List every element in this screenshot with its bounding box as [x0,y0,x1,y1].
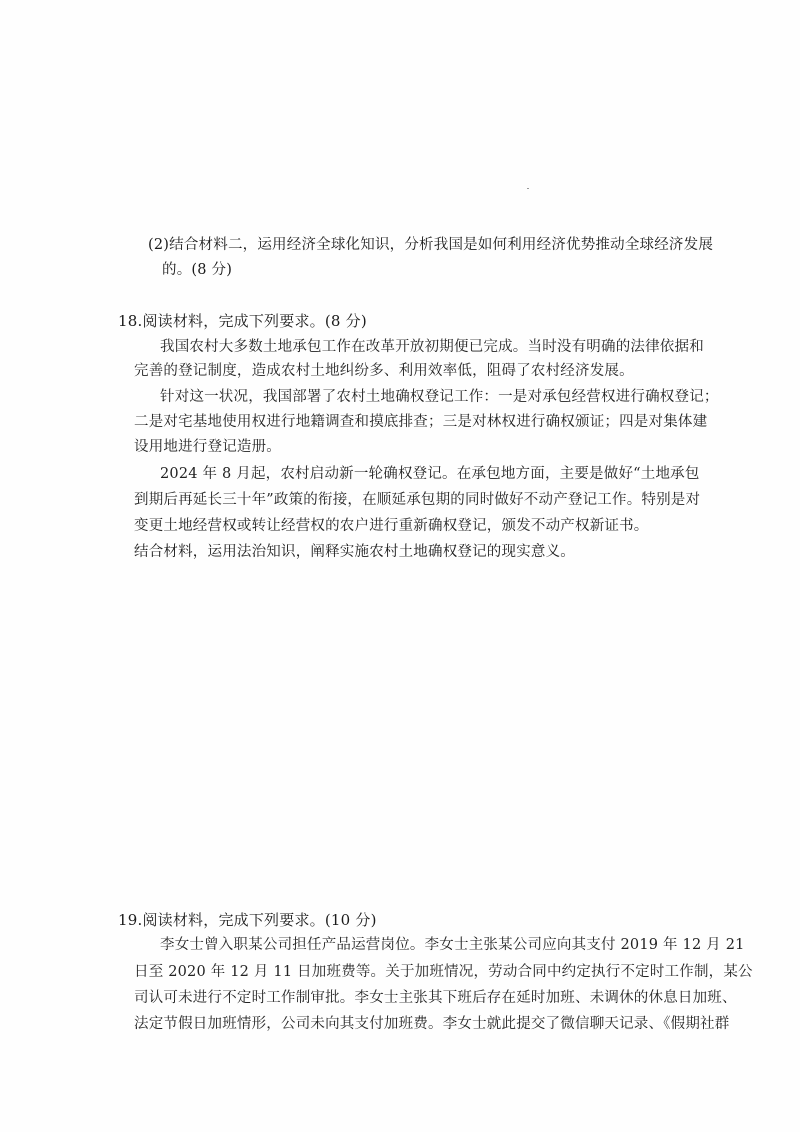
q18-material-p1-line2: 完善的登记制度，造成农村土地纠纷多、利用效率低，阻碍了农村经济发展。 [134,363,634,379]
q18-material-p2-line3: 设用地进行登记造册。 [134,439,281,455]
q18-title: 18.阅读材料，完成下列要求。(8 分) [118,312,367,330]
q18-material-p3-line1: 2024 年 8 月起，农村启动新一轮确权登记。在承包地方面，主要是做好“土地承包 [160,466,700,482]
q17-part2-line1: (2)结合材料二，运用经济全球化知识，分析我国是如何利用经济优势推动全球经济发展 [148,237,714,253]
q19-material-line2: 日至 2020 年 12 月 11 日加班费等。关于加班情况，劳动合同中约定执行不定时工作制，某公 [134,964,753,980]
q18-material-p2-line2: 二是对宅基地使用权进行地籍调查和摸底排查；三是对林权进行确权颁证；四是对集体建 [134,414,708,430]
q19-material-line4: 法定节假日加班情形，公司未向其支付加班费。李女士就此提交了微信聊天记录、《假期社群 [134,1016,730,1032]
q18-material-p1-line1: 我国农村大多数土地承包工作在改革开放初期便已完成。当时没有明确的法律依据和 [160,339,704,355]
q18-material-p3-line3: 变更土地经营权或转让经营权的农户进行重新确权登记，颁发不动产权新证书。 [134,518,649,534]
q18-question: 结合材料，运用法治知识，阐释实施农村土地确权登记的现实意义。 [134,544,575,560]
q19-material-line3: 司认可未进行不定时工作制审批。李女士主张其下班后存在延时加班、未调休的休息日加班、 [134,990,737,1006]
q19-material-line1: 李女士曾入职某公司担任产品运营岗位。李女士主张某公司应向其支付 2019 年 12 月 21 [160,937,745,953]
q18-material-p2-line1: 针对这一状况，我国部署了农村土地确权登记工作：一是对承包经营权进行确权登记； [160,389,719,405]
q19-title: 19.阅读材料，完成下列要求。(10 分) [118,911,377,929]
q18-material-p3-line2: 到期后再延长三十年”政策的衔接，在顺延承包期的同时做好不动产登记工作。特别是对 [134,492,701,508]
scan-speck [527,188,529,189]
q17-part2-line2: 的。(8 分) [162,262,233,278]
